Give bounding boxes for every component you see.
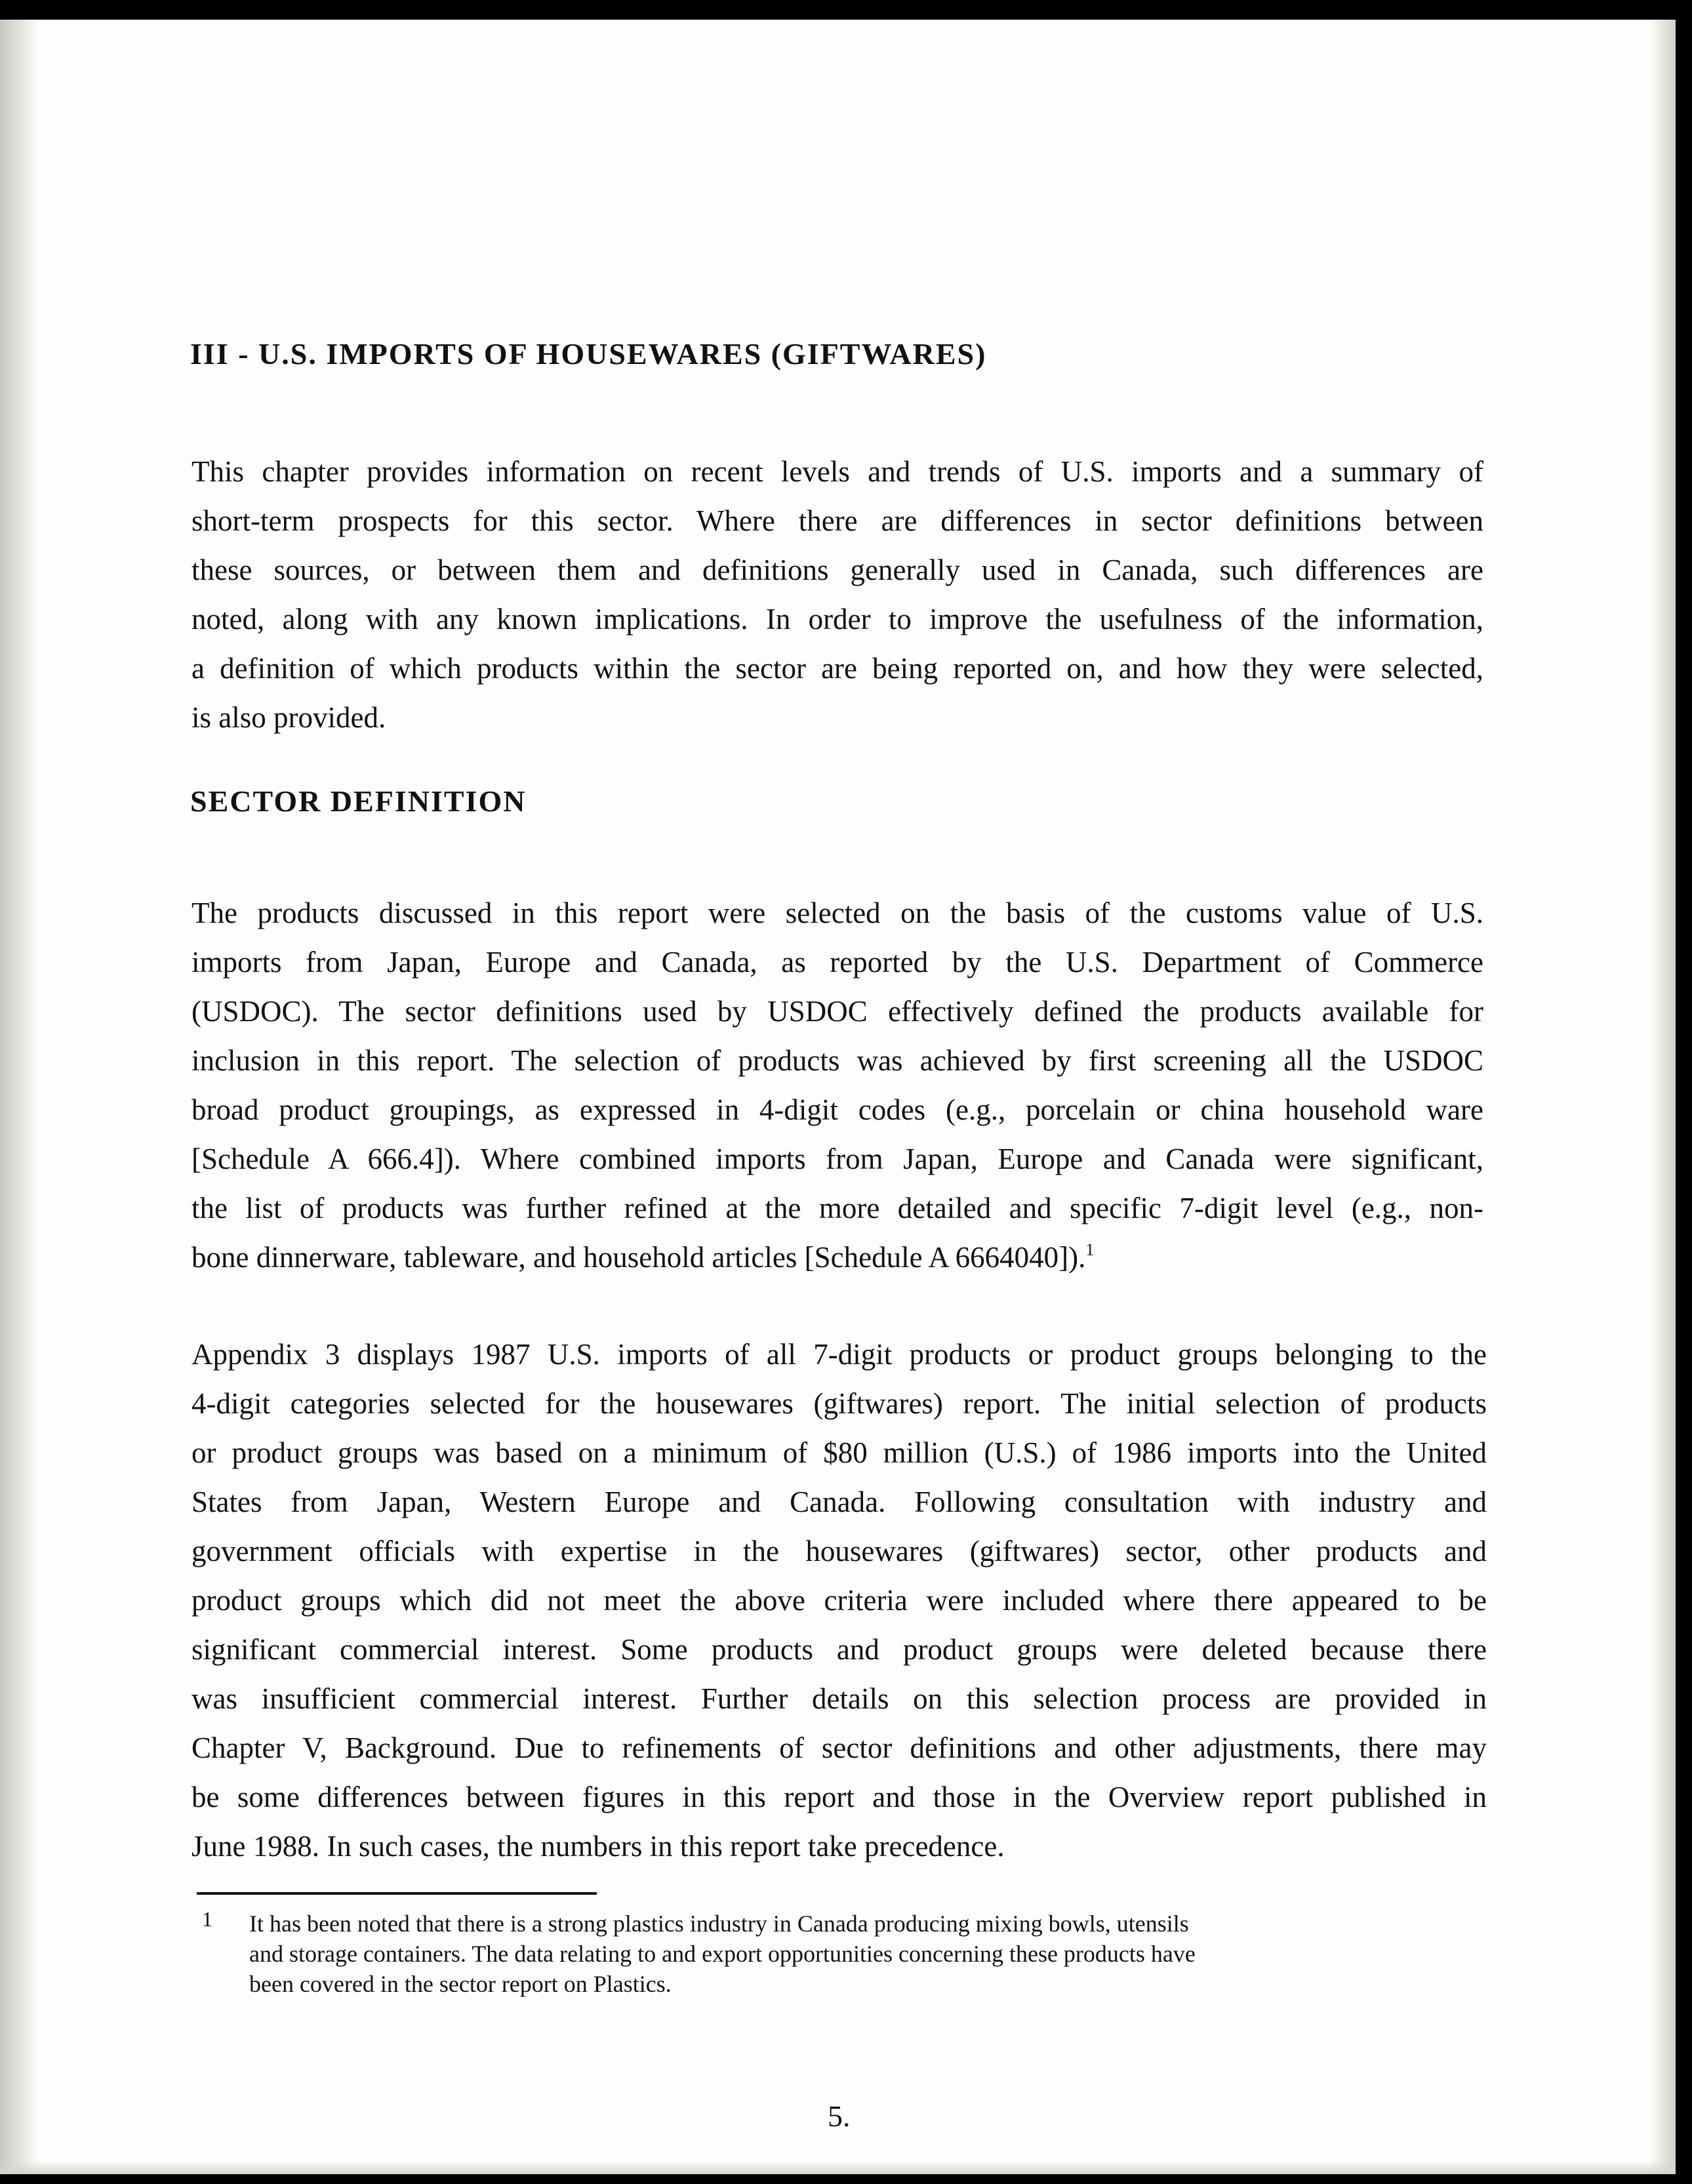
text-line: product groups which did not meet the above criteria were included where there appeared to be [191, 1584, 1487, 1617]
text-line-content: bone dinnerware, tableware, and household articles [Schedule A 6664040]). [191, 1241, 1086, 1274]
page-number: 5. [828, 2099, 851, 2133]
appendix-paragraph [191, 1330, 1487, 1871]
footnote-line: It has been noted that there is a strong plastics industry in Canada producing mixing bowls, utensils [249, 1911, 1189, 1937]
text-line: This chapter provides information on recent levels and trends of U.S. imports and a summary of [191, 455, 1483, 488]
text-line: The products discussed in this report were selected on the basis of the customs value of U.S. [191, 897, 1483, 929]
scan-edge-right [1649, 20, 1676, 2174]
text-line: government officials with expertise in the housewares (giftwares) sector, other products and [191, 1535, 1487, 1567]
text-line: inclusion in this report. The selection of products was achieved by first screening all the USDOC [191, 1044, 1483, 1077]
text-line: be some differences between figures in this report and those in the Overview report published in [191, 1781, 1487, 1813]
text-line: 4-digit categories selected for the housewares (giftwares) report. The initial selection of products [191, 1387, 1487, 1420]
section-heading: SECTOR DEFINITION [190, 784, 527, 818]
footnote-reference: 1 [1085, 1240, 1095, 1259]
text-line: States from Japan, Western Europe and Canada. Following consultation with industry and [191, 1486, 1487, 1518]
text-line: June 1988. In such cases, the numbers in this report take precedence. [191, 1830, 1005, 1863]
text-line: [Schedule A 666.4]). Where combined imports from Japan, Europe and Canada were significant, [191, 1143, 1483, 1175]
text-line: or product groups was based on a minimum of $80 million (U.S.) of 1986 imports into the United [191, 1436, 1487, 1469]
text-line: these sources, or between them and definitions generally used in Canada, such differences are [191, 554, 1483, 586]
intro-paragraph [191, 447, 1483, 742]
footnote-line: been covered in the sector report on Plastics. [249, 1971, 672, 1997]
sector-definition-paragraph [191, 889, 1483, 1282]
text-line: short-term prospects for this sector. Where there are differences in sector definitions between [191, 504, 1483, 537]
text-line: noted, along with any known implications. In order to improve the usefulness of the information, [191, 603, 1483, 636]
text-line: the list of products was further refined at the more detailed and specific 7-digit level (e.g., non- [191, 1192, 1483, 1224]
footnote-marker: 1 [202, 1907, 212, 1931]
footnote-line: and storage containers. The data relating to and export opportunities concerning these products have [249, 1941, 1196, 1967]
scan-edge-left [0, 20, 39, 2174]
chapter-title: III - U.S. IMPORTS OF HOUSEWARES (GIFTWARES) [190, 337, 987, 371]
text-line: imports from Japan, Europe and Canada, as reported by the U.S. Department of Commerce [191, 946, 1483, 979]
scan-edge-bottom [0, 2161, 1676, 2174]
footnote-text [249, 1909, 1364, 1999]
text-line: significant commercial interest. Some products and product groups were deleted because there [191, 1633, 1487, 1666]
text-line: Appendix 3 displays 1987 U.S. imports of all 7-digit products or product groups belonging to the [191, 1338, 1487, 1371]
document-page [0, 20, 1676, 2174]
footnote-divider [197, 1892, 597, 1895]
text-line [191, 1233, 1483, 1282]
text-line: is also provided. [191, 701, 386, 734]
text-line: a definition of which products within the sector are being reported on, and how they were selected, [191, 652, 1483, 685]
text-line: was insufficient commercial interest. Further details on this selection process are provided in [191, 1682, 1487, 1715]
text-line: (USDOC). The sector definitions used by USDOC effectively defined the products available for [191, 995, 1483, 1028]
text-line: Chapter V, Background. Due to refinements of sector definitions and other adjustments, there may [191, 1731, 1487, 1764]
text-line: broad product groupings, as expressed in 4-digit codes (e.g., porcelain or china household ware [191, 1093, 1483, 1126]
